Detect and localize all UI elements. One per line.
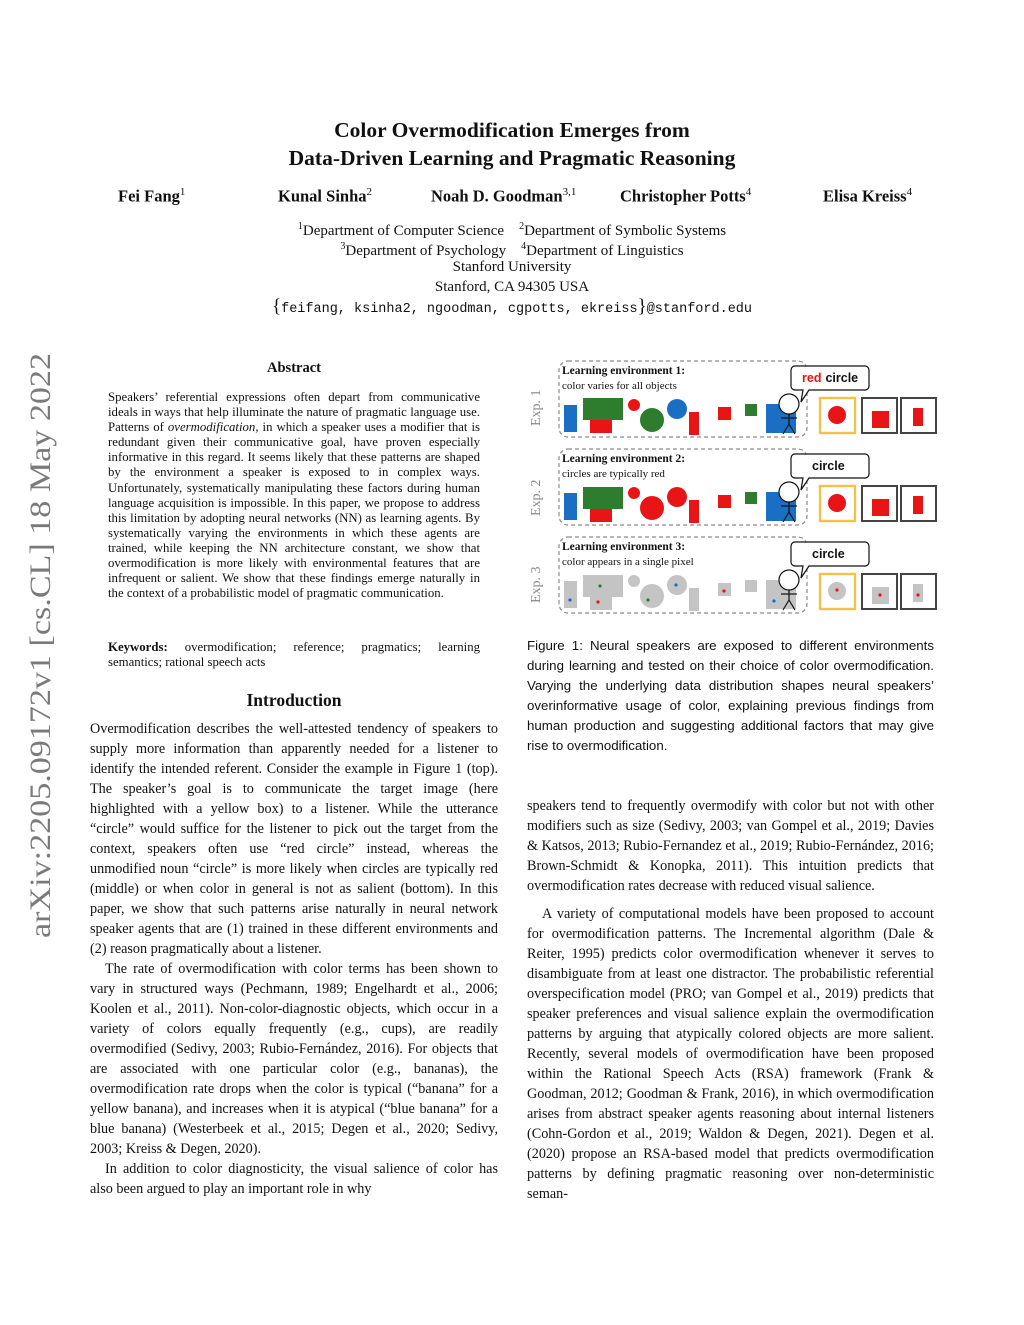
author-4: Christopher Potts$^4$ bbox=[620, 186, 752, 206]
author-5: Elisa Kreiss$^4$ bbox=[823, 186, 913, 206]
env3-pixel bbox=[646, 598, 649, 601]
env2-red-circle-small bbox=[628, 487, 640, 499]
author-1: Fei Fang$^1$ bbox=[118, 186, 186, 206]
env3-gray-circle-small bbox=[628, 575, 640, 587]
env3-gray-rect-3 bbox=[689, 588, 699, 611]
env3-pixel bbox=[722, 589, 725, 592]
distractor-red-square-1 bbox=[872, 411, 889, 428]
env3-gray-rect-2 bbox=[590, 597, 612, 610]
intro-paragraph-2: The rate of overmodification with color terms has been shown to vary in structured ways (Pechmann, 1989; Engelhardt et al., 2006; Koolen et al., 2011). Non-color-diagnostic objects, which occur in a variety of colors equally frequently (e.g., cups), are readily overmodified (Sedivy, 2003; Rubio-Fernández, 2016). For objects that are associated with one particular color (e.g., bananas), the overmodification rate drops when the color is typical (“banana” for a yellow banana), and increases when it is atypical (“blue banana” for a blue banana) (Westerbeek et al., 2015; Degen et al., 2020; Sedivy, 2003; Kreiss & Degen, 2020). bbox=[90, 961, 498, 1157]
env3-pixel bbox=[674, 583, 677, 586]
utterance-3: circle bbox=[812, 547, 845, 561]
distractor-red-rect-2 bbox=[913, 496, 923, 514]
env3-pixel bbox=[568, 598, 571, 601]
env2-red-circle-2 bbox=[667, 487, 687, 507]
env2-blue-square bbox=[564, 493, 577, 520]
env3-gray-rect bbox=[583, 575, 623, 597]
address: Stanford, CA 94305 USA bbox=[434, 279, 590, 295]
distractor-pixel-3a bbox=[878, 593, 881, 596]
env2-red-square bbox=[718, 495, 731, 508]
env1-green-circle bbox=[640, 408, 664, 432]
env3-title: Learning environment 3: bbox=[562, 541, 686, 553]
affiliation-line-1: $^1$Department of Computer Science $^2$Department of Symbolic Systems bbox=[297, 221, 727, 239]
affiliation-line-2: $^3$Department of Psychology $^4$Department of Linguistics bbox=[340, 241, 684, 259]
env1-title: Learning environment 1: bbox=[562, 365, 686, 377]
env2-desc: circles are typically red bbox=[562, 468, 665, 480]
env2-green-rect bbox=[583, 487, 623, 509]
left-column-text bbox=[90, 719, 498, 1199]
intro-paragraph-4: speakers tend to frequently overmodify with color but not with other modifiers such as size (Sedivy, 2003; van Gompel et al., 2019; Davies & Katsos, 2013; Rubio-Fernandez et al., 2019; Rubio-Fernández, 2016; Brown-Schmidt & Konopka, 2011). This intuition predicts that overmodification rates decrease with reduced visual salience. bbox=[527, 798, 934, 894]
env1-red-rect-2 bbox=[689, 412, 699, 435]
email-line: {feifang, ksinha2, ngoodman, cgpotts, ekreiss}@stanford.edu bbox=[271, 296, 753, 317]
env3-gray-square-3 bbox=[745, 580, 757, 592]
exp-label-1: Exp. 1 bbox=[529, 389, 544, 426]
title-line-1: Color Overmodification Emerges from bbox=[334, 118, 690, 142]
email-domain: @stanford.edu bbox=[646, 302, 753, 317]
exp-label-2: Exp. 2 bbox=[529, 479, 544, 516]
utterance-1: red circle bbox=[802, 371, 859, 385]
env3-gray-square bbox=[564, 581, 577, 608]
title-line-2: Data-Driven Learning and Pragmatic Reasoning bbox=[288, 146, 736, 170]
arxiv-stamp bbox=[18, 348, 58, 948]
env1-desc: color varies for all objects bbox=[562, 380, 677, 392]
intro-paragraph-3: In addition to color diagnosticity, the visual salience of color has also been argued to play an important role in why bbox=[90, 1161, 498, 1197]
env2-red-rect bbox=[590, 509, 612, 522]
intro-paragraph-1: Overmodification describes the well-attested tendency of speakers to supply more information than apparently needed for a listener to identify the intended referent. Consider the example in Figure 1 (top). The speaker’s goal is to communicate the target image (here highlighted with a yellow box) to a listener. While the utterance “circle” would suffice for the listener to pick out the target from the context, speakers often use “red circle” instead, whereas the unmodified noun “circle” is more likely when circles are typically red (middle) or when color in general is not as salient (bottom). In this paper, we show that such patterns arise naturally in neural network speaker agents that are (1) trained in these different environments and (2) reason pragmatically about a listener. bbox=[90, 721, 498, 957]
email-users: feifang, ksinha2, ngoodman, cgpotts, ekreiss bbox=[281, 302, 638, 317]
distractor-pixel-3b bbox=[916, 593, 919, 596]
intro-paragraph-5: A variety of computational models have been proposed to account for overmodification patterns. The Incremental algorithm (Dale & Reiter, 1995) predicts color overmodification whenever it serves to disambiguate from at least one distractor. The probabilistic referential overspecification model (PRO; van Gompel et al., 2019) predicts that speaker preferences and visual salience explain the overmodification patterns by arguing that atypically colored objects are more salient. Recently, several models of overmodification have been proposed within the Rational Speech Acts (RSA) framework (Frank & Goodman, 2012; Goodman & Frank, 2016), in which overmodification arises from abstract speaker agents reasoning about internal listeners (Cohn-Gordon et al., 2019; Waldon & Degen, 2021). Degen et al. (2020) propose an RSA-based model that predicts overmodification patterns by defining pragmatic reasoning over non-deterministic seman- bbox=[527, 906, 934, 1202]
env3-pixel bbox=[596, 600, 599, 603]
env3-desc: color appears in a single pixel bbox=[562, 556, 694, 568]
env3-pixel bbox=[598, 584, 601, 587]
author-3: Noah D. Goodman$^{3,1}$ bbox=[431, 186, 577, 206]
env2-red-rect-2 bbox=[689, 500, 699, 523]
abstract-text: Speakers’ referential expressions often depart from communicative ideals in ways that help illuminate the nature of pragmatic language use. Patterns of overmodification, in which a speaker uses a modifier that is redundant given their communicative goal, have proven especially informative in this regard. It seems likely that these patterns are shaped by the environment a speaker is exposed to in complex ways. Unfortunately, systematically manipulating these factors during human language acquisition is impossible. In this paper, we propose to address this limitation by adopting neural networks (NN) as learning agents. By systematically varying the environments in which these agents are trained, while keeping the NN architecture constant, we show that overmodification is more likely with environmental features that are infrequent or salient. We show that these findings emerge naturally in the context of a probabilistic model of pragmatic communication. bbox=[108, 390, 480, 601]
env1-blue-square bbox=[564, 405, 577, 432]
utterance-2: circle bbox=[812, 459, 845, 473]
env3-pixel bbox=[772, 599, 775, 602]
target-pixel-3 bbox=[835, 588, 838, 591]
keywords: Keywords: overmodification; reference; pragmatics; learning semantics; rational speech acts bbox=[108, 640, 481, 670]
paper-title bbox=[0, 116, 1024, 172]
right-column-text bbox=[527, 796, 934, 1204]
arxiv-id: arXiv:2205.09172v1 [cs.CL] 18 May 2022 bbox=[24, 423, 57, 938]
env3-gray-circle bbox=[640, 584, 664, 608]
author-2: Kunal Sinha$^2$ bbox=[278, 186, 373, 206]
target-red-circle-1 bbox=[828, 406, 846, 424]
distractor-gray-rect-3 bbox=[913, 584, 923, 602]
env2-green-square bbox=[745, 492, 757, 504]
exp-label-3: Exp. 3 bbox=[529, 566, 544, 603]
university: Stanford University bbox=[452, 259, 572, 275]
env1-red-rect bbox=[590, 420, 612, 433]
abstract-heading: Abstract bbox=[267, 360, 321, 376]
env1-green-rect bbox=[583, 398, 623, 420]
distractor-red-square-2 bbox=[872, 499, 889, 516]
target-red-circle-2 bbox=[828, 494, 846, 512]
env1-red-square bbox=[718, 407, 731, 420]
figure-1-caption: Figure 1: Neural speakers are exposed to different environments during learning and tested on their choice of color overmodification. Varying the underlying data distribution shapes neural speakers’ overinformative usage of color, explaining previous findings from human production and suggesting additional factors that may give rise to overmodification. bbox=[527, 638, 934, 753]
figure-1 bbox=[524, 356, 944, 628]
env2-red-circle bbox=[640, 496, 664, 520]
distractor-red-rect-1 bbox=[913, 408, 923, 426]
introduction-heading: Introduction bbox=[246, 690, 342, 710]
env1-green-square bbox=[745, 404, 757, 416]
env1-blue-circle bbox=[667, 399, 687, 419]
env1-red-circle-small bbox=[628, 399, 640, 411]
env2-title: Learning environment 2: bbox=[562, 453, 686, 465]
